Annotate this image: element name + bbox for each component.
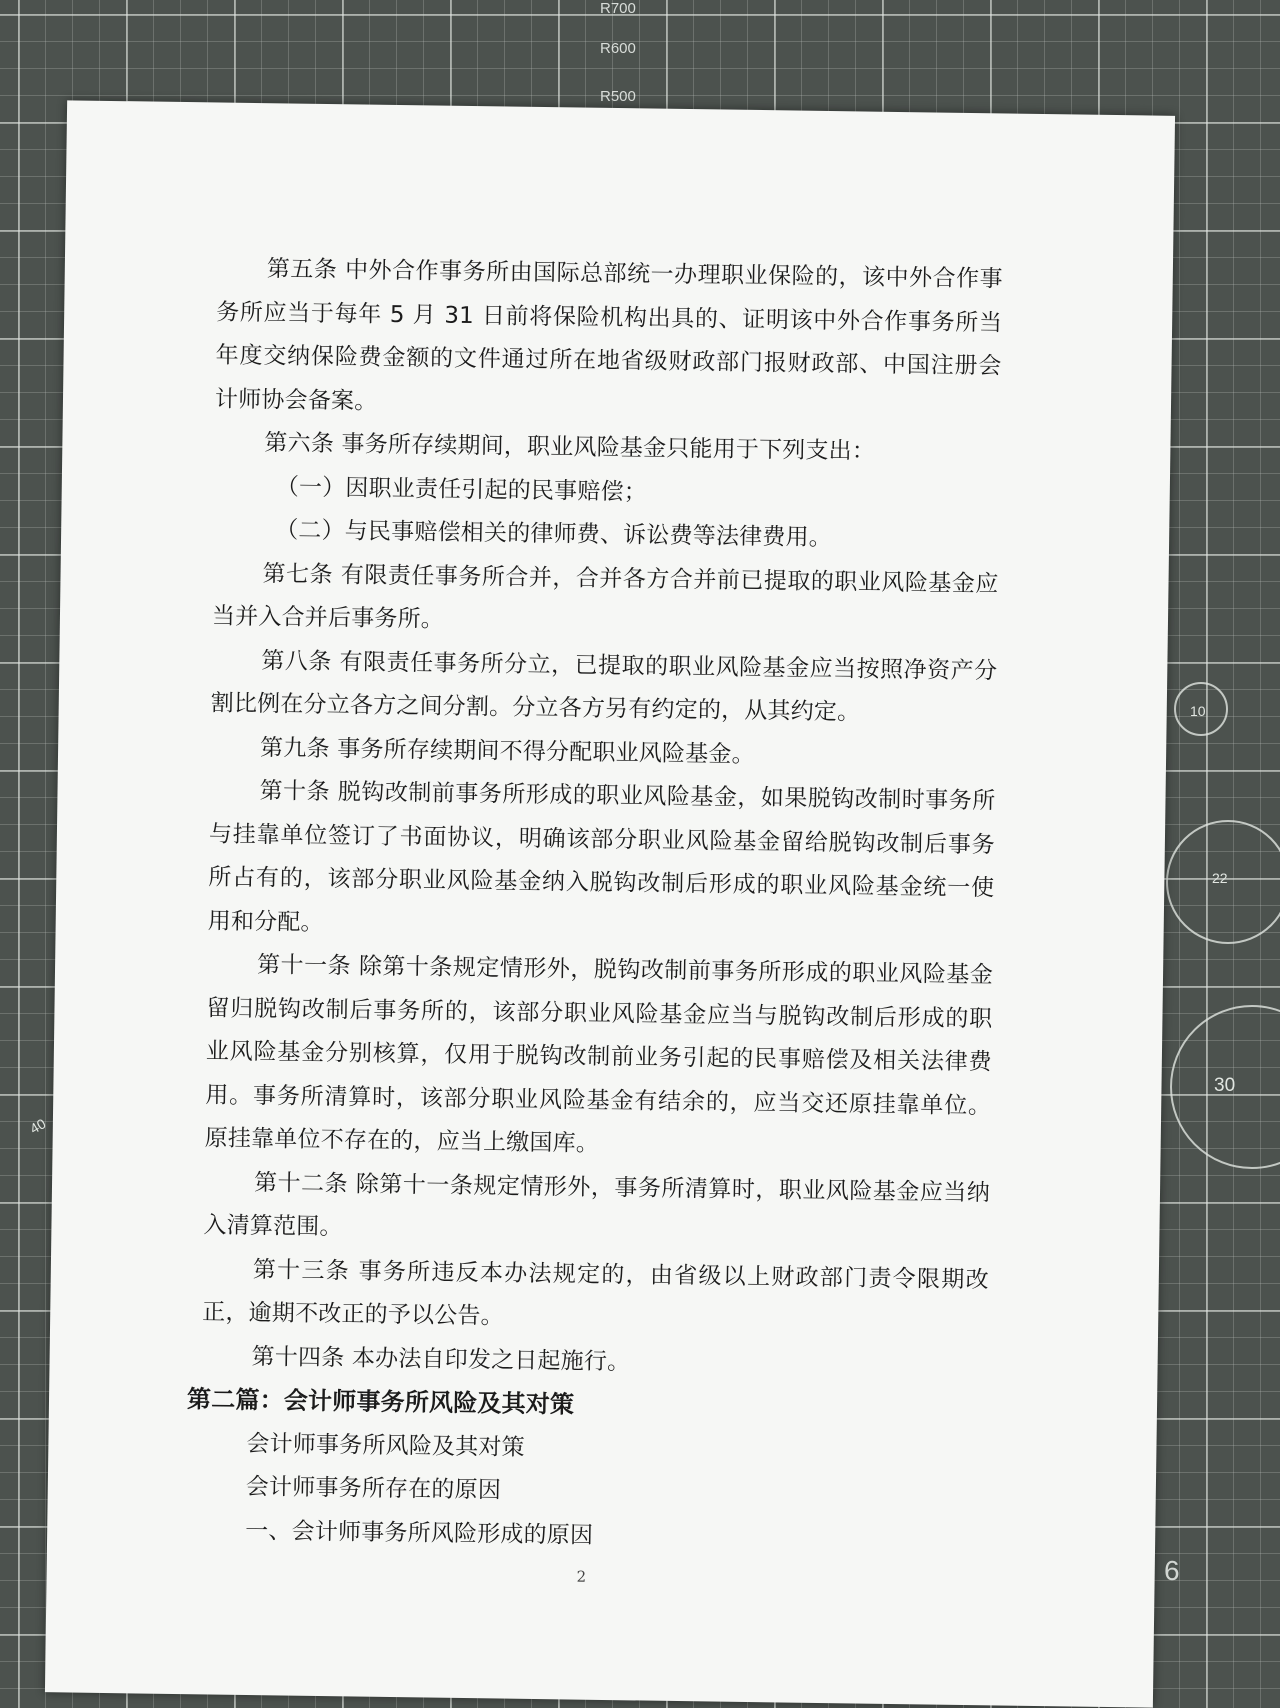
mat-edge-label: 40	[27, 1115, 49, 1137]
mat-circle-label: 30	[1214, 1075, 1236, 1096]
article-10: 第十条 脱钩改制前事务所形成的职业风险基金，如果脱钩改制时事务所与挂靠单位签订了书面协议，明确该部分职业风险基金留给脱钩改制后事务所占有的，该部分职业风险基金纳入脱钩改制后形成的职业风险基金统一使用和分配。	[207, 778, 996, 936]
article-6-item-1: （一）因职业责任引起的民事赔偿；	[275, 473, 648, 505]
document-body	[186, 247, 1003, 1563]
page-number: 2	[576, 1567, 587, 1586]
article-7: 第七条 有限责任事务所合并，合并各方合并前已提取的职业风险基金应当并入合并后事务所。	[211, 560, 999, 633]
mat-ruler-label: R600	[600, 40, 636, 57]
mat-circle-label: 22	[1212, 870, 1228, 886]
section-subheading: 会计师事务所存在的原因	[245, 1473, 502, 1504]
article-14: 第十四条 本办法自印发之日起施行。	[251, 1343, 631, 1375]
article-6-item-2: （二）与民事赔偿相关的律师费、诉讼费等法律费用。	[275, 517, 833, 552]
article-11: 第十一条 除第十条规定情形外，脱钩改制前事务所形成的职业风险基金留归脱钩改制后事务所的，该部分职业风险基金应当与脱钩改制后形成的职业风险基金分别核算，仅用于脱钩改制前业务引起的民事赔偿及相关法律费用。事务所清算时，该部分职业风险基金有结余的，应当交还原挂靠单位。原挂靠单位不存在的，应当上缴国库。	[204, 952, 994, 1157]
article-13: 第十三条 事务所违反本办法规定的，由省级以上财政部门责令限期改正，逾期不改正的予以公告。	[202, 1256, 989, 1330]
mat-circle-label: 10	[1190, 703, 1206, 719]
mat-ruler-label: R700	[600, 0, 636, 17]
article-9: 第九条 事务所存续期间不得分配职业风险基金。	[259, 734, 756, 768]
section-subheading: 会计师事务所风险及其对策	[246, 1430, 525, 1461]
article-8: 第八条 有限责任事务所分立，已提取的职业风险基金应当按照净资产分割比例在分立各方之间分割。分立各方另有约定的，从其约定。	[210, 647, 998, 726]
document-page	[45, 100, 1175, 1707]
mat-edge-label: 6	[1164, 1555, 1180, 1586]
article-6: 第六条 事务所存续期间，职业风险基金只能用于下列支出：	[264, 430, 876, 465]
article-5: 第五条 中外合作事务所由国际总部统一办理职业保险的，该中外合作事务所应当于每年 5 月 31 日前将保险机构出具的、证明该中外合作事务所当年度交纳保险费金额的文件通过所在地省级财政部门报财政部、中国注册会计师协会备案。	[214, 256, 1003, 415]
section-heading: 第二篇：会计师事务所风险及其对策	[186, 1385, 575, 1419]
section-subheading: 一、会计师事务所风险形成的原因	[245, 1517, 594, 1549]
article-12: 第十二条 除第十一条规定情形外，事务所清算时，职业风险基金应当纳入清算范围。	[203, 1169, 991, 1241]
mat-ruler-label: R500	[600, 88, 636, 105]
